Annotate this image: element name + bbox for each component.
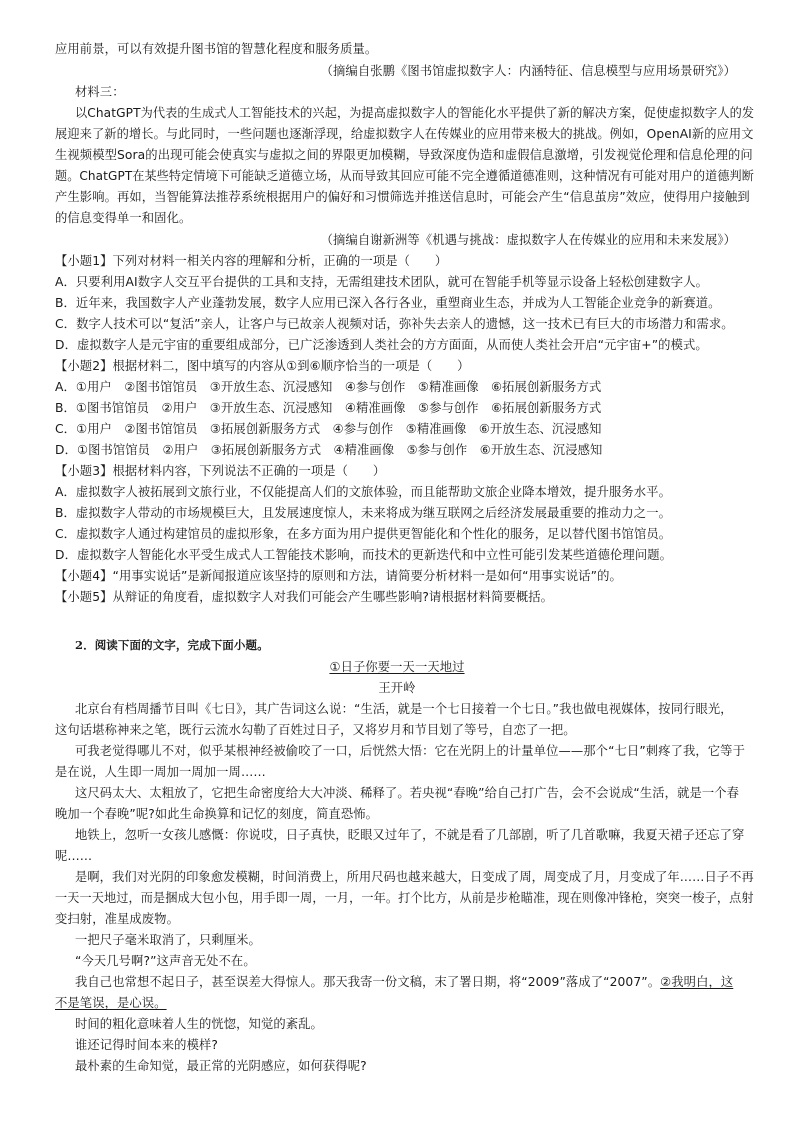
top-line: 应用前景，可以有效提升图书馆的智慧化程度和服务质量。 [55, 42, 378, 56]
question-2-option-b: B．①图书馆馆员 ②用户 ③开放生态、沉浸感知 ④精准画像 ⑤参与创作 ⑥拓展创新服务方式 [55, 401, 602, 415]
article-line: 是在说，人生即一周加一周加一周…… [55, 765, 266, 779]
question-2-option-d: D．①图书馆馆员 ②用户 ③拓展创新服务方式 ④精准画像 ⑤参与创作 ⑥开放生态、沉浸感知 [55, 443, 603, 457]
article-line: 一天一天地过，而是捆成大包小包，用手即一周，一月，一年。打个比方，从前是步枪瞄准，现在则像冲锋枪，突突一梭子，点射 [55, 891, 754, 905]
article-line [75, 975, 733, 990]
question-5-stem: 【小题5】从辩证的角度看，虚拟数字人对我们可能会产生哪些影响?请根据材料简要概括。 [55, 590, 554, 604]
article-line: 谁还记得时间本来的模样? [75, 1038, 218, 1052]
question-2-stem: 【小题2】根据材料二，图中填写的内容从①到⑥顺序恰当的一项是（ ） [55, 359, 470, 373]
article-line: 时间的粗化意味着人生的恍惚，知觉的紊乱。 [75, 1017, 323, 1031]
article-line-text: 我自己也常想不起日子，甚至误差大得惊人。那天我寄一份文稿，末了署日期，将“2009”落成了“2007”。 [75, 975, 661, 989]
material3-line: 以ChatGPT为代表的生成式人工智能技术的兴起，为提高虚拟数字人的智能化水平提供了新的解决方案，促使虚拟数字人的发 [75, 106, 755, 120]
question-1-option-c: C．数字人技术可以“复活”亲人，让客户与已故亲人视频对话，弥补失去亲人的遗憾，这一技术已有巨大的市场潜力和需求。 [55, 317, 734, 331]
material3-heading: 材料三： [75, 85, 125, 99]
section-2-instruction: 2．阅读下面的文字，完成下面小题。 [75, 638, 269, 652]
material3-line: 展迎来了新的增长。与此同时，一些问题也逐渐浮现，给虚拟数字人在传媒业的应用带来极大的挑战。例如，OpenAI新的应用文 [55, 127, 754, 141]
article-line: “今天几号啊?”这声音无处不在。 [75, 954, 256, 968]
material3-line: 题。ChatGPT在某些特定情境下可能缺乏道德立场，从而导致其回应可能不完全遵循道德准则，这种情况有可能对用户的道德判断 [55, 169, 754, 183]
article-line: 一把尺子毫米取消了，只剩厘米。 [75, 933, 261, 947]
question-2-option-c: C．①用户 ②图书馆馆员 ③拓展创新服务方式 ④参与创作 ⑤精准画像 ⑥开放生态、沉浸感知 [55, 422, 602, 436]
article-line: 这尺码太大、太粗放了，它把生命密度给大大冲淡、稀释了。若央视“春晚”给自己打广告，会不会说成“生活，就是一个春 [75, 786, 740, 800]
question-3-stem: 【小题3】根据材料内容，下列说法不正确的一项是（ ） [55, 464, 386, 478]
article-line: 晚加一个春晚”呢?如此生命换算和记忆的刻度，简直恐怖。 [55, 807, 379, 821]
source-citation-2: （摘编自谢新洲等《机遇与挑战：虚拟数字人在传媒业的应用和未来发展》） [320, 233, 736, 247]
article-line: 地铁上，忽听一女孩儿感慨：你说哎，日子真快，眨眼又过年了，不就是看了几部剧，听了几首歌嘛，我夏天裙子还忘了穿 [75, 828, 745, 842]
material3-line: 产生影响。再如，当智能算法推荐系统根据用户的偏好和习惯筛选并推送信息时，可能会产生“信息茧房”效应，使得用户接触到 [55, 190, 750, 204]
underlined-sentence-part-1: ②我明白，这 [660, 975, 734, 989]
material3-line: 生视频模型Sora的出现可能会使真实与虚拟之间的界限更加模糊，导致深度伪造和虚假信息激增，引发视觉伦理和信息伦理的问 [55, 148, 753, 162]
article-title: ①日子你要一天一天地过 [329, 660, 465, 674]
question-1-option-d: D．虚拟数字人是元宇宙的重要组成部分，已广泛渗透到人类社会的方方面面，从而使人类社会开启“元宇宙+”的模式。 [55, 338, 708, 352]
question-3-option-a: A．虚拟数字人被拓展到文旅行业，不仅能提高人们的文旅体验，而且能帮助文旅企业降本增效，提升服务水平。 [55, 485, 671, 499]
article-author: 王开岭 [378, 681, 416, 695]
question-3-option-d: D．虚拟数字人智能化水平受生成式人工智能技术影响，而技术的更新迭代和中立性可能引发某些道德伦理问题。 [55, 548, 673, 562]
question-1-option-a: A．只要利用AI数字人交互平台提供的工具和支持，无需组建技术团队，就可在智能手机等显示设备上轻松创建数字人。 [55, 275, 708, 289]
article-line: 呢…… [55, 849, 93, 863]
underlined-sentence-part-2: 不是笔误，是心误。 [55, 996, 167, 1010]
article-line: 变扫射，准星成废物。 [55, 912, 179, 926]
article-line: 是啊，我们对光阴的印象愈发模糊，时间消费上，所用尺码也越来越大，日变成了周，周变成了月，月变成了年……日子不再 [75, 870, 754, 884]
question-3-option-b: B．虚拟数字人带动的市场规模巨大，且发展速度惊人，未来将成为继互联网之后经济发展最重要的推动力之一。 [55, 506, 671, 520]
question-4-stem: 【小题4】“用事实说话”是新闻报道应该坚持的原则和方法，请简要分析材料一是如何“用事实说话”的。 [55, 569, 622, 583]
article-line: 这句话堪称神来之笔，既行云流水勾勒了百姓过日子，又将岁月和节目划了等号，自恋了一把。 [55, 723, 576, 737]
question-1-stem: 【小题1】下列对材料一相关内容的理解和分析，正确的一项是（ ） [55, 254, 448, 268]
question-2-option-a: A．①用户 ②图书馆馆员 ③开放生态、沉浸感知 ④参与创作 ⑤精准画像 ⑥拓展创新服务方式 [55, 380, 602, 394]
material3-line: 的信息变得单一和固化。 [55, 211, 192, 225]
article-line: 最朴素的生命知觉，最正常的光阴感应，如何获得呢? [75, 1059, 367, 1073]
source-citation-1: （摘编自张鹏《图书馆虚拟数字人：内涵特征、信息模型与应用场景研究》） [320, 64, 736, 78]
question-1-option-b: B．近年来，我国数字人产业蓬勃发展，数字人应用已深入各行各业，重塑商业生态，并成为人工智能企业竞争的新赛道。 [55, 296, 721, 310]
article-line: 北京台有档周播节目叫《七日》，其广告词这么说：“生活，就是一个七日接着一个七日。”我也做电视媒体，按同行眼光， [75, 702, 733, 716]
article-line: 可我老觉得哪儿不对，似乎某根神经被偷咬了一口，后恍然大悟：它在光阴上的计量单位——那个“七日”刺疼了我，它等于 [75, 744, 745, 758]
question-3-option-c: C．虚拟数字人通过构建馆员的虚拟形象，在多方面为用户提供更智能化和个性化的服务，足以替代图书馆馆员。 [55, 527, 672, 541]
